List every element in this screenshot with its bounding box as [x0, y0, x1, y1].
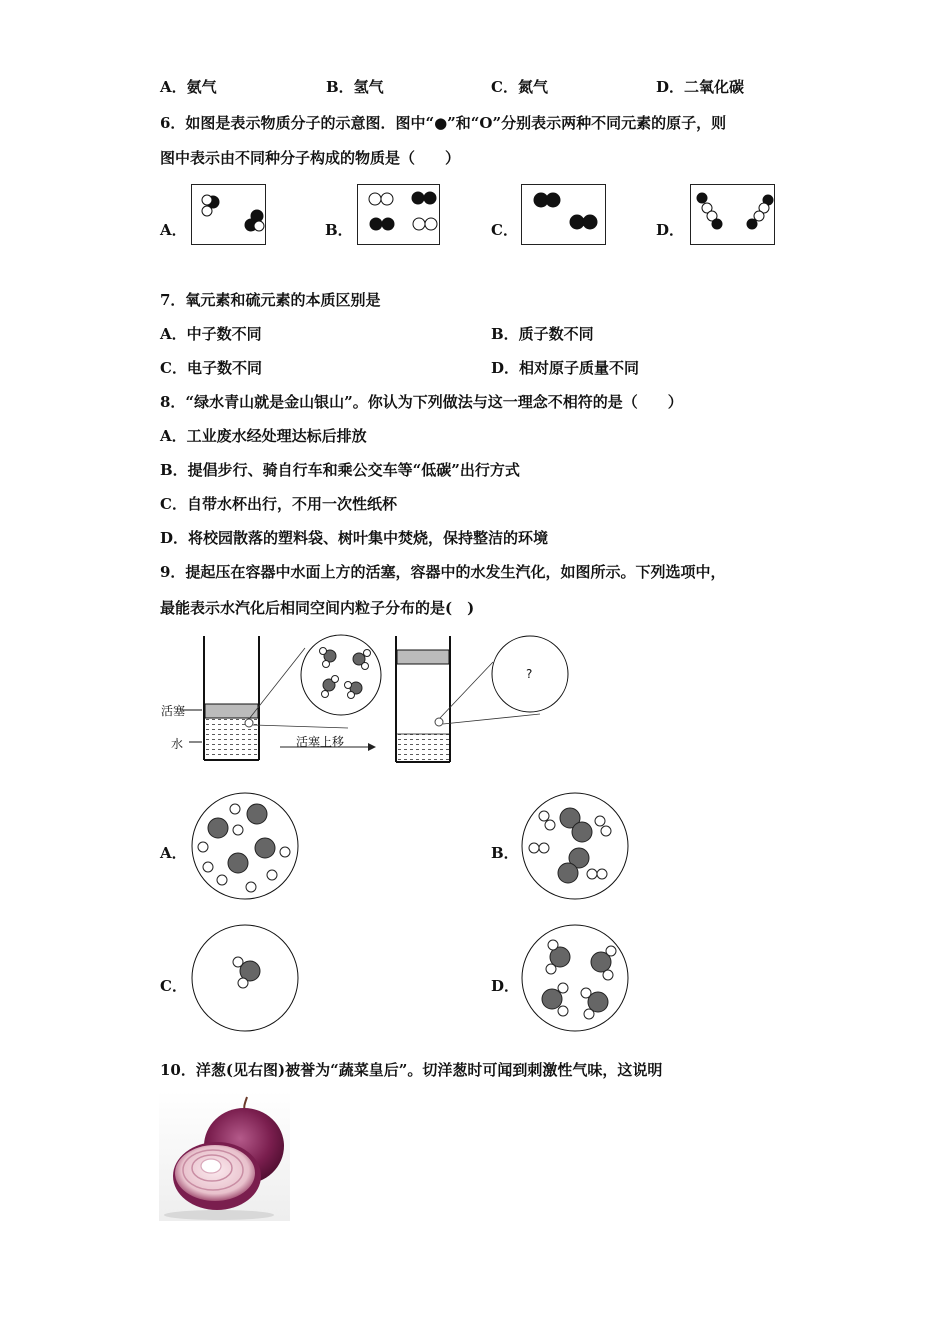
q6-figure-a: [191, 184, 267, 246]
q9-label-b: B．: [491, 844, 519, 862]
q6-label-d: D．: [656, 221, 685, 239]
q8-option-a: A．工业废水经处理达标后排放: [160, 427, 367, 445]
q7-stem: 7．氧元素和硫元素的本质区别是: [160, 291, 381, 309]
q9-option-d-figure: [520, 925, 632, 1033]
q5-option-d: D．二氧化碳: [656, 78, 745, 96]
q9-water-label: 水: [171, 737, 184, 751]
q9-label-d: D．: [491, 977, 520, 995]
q9-container-left: [204, 636, 259, 760]
q7-option-d: D．相对原子质量不同: [491, 359, 640, 377]
q9-option-b-figure: [520, 793, 632, 901]
q5-option-b: B．氢气: [326, 78, 384, 96]
q9-question-mark: ?: [526, 667, 533, 681]
q6-figure-b: [357, 184, 441, 246]
q7-option-a: A．中子数不同: [160, 325, 262, 343]
onion-image: [159, 1091, 290, 1221]
q9-option-a-figure: [190, 793, 302, 901]
q6-label-c: C．: [491, 221, 518, 239]
q8-option-d: D．将校园散落的塑料袋、树叶集中焚烧，保持整洁的环境: [160, 529, 549, 547]
q6-label-b: B．: [325, 221, 353, 239]
q9-piston-label: 活塞: [161, 704, 186, 718]
q9-zoom-circle-left: [301, 635, 381, 715]
q7-option-c: C．电子数不同: [160, 359, 262, 377]
q5-option-c: C．氮气: [491, 78, 548, 96]
q9-arrow-label: 活塞上移: [296, 735, 345, 749]
q8-stem: 8．“绿水青山就是金山银山”。你认为下列做法与这一理念不相符的是（ ）: [160, 393, 683, 411]
q6-figure-d: [690, 184, 776, 246]
q7-option-b: B．质子数不同: [491, 325, 594, 343]
q9-stem-line1: 9．提起压在容器中水面上方的活塞，容器中的水发生汽化，如图所示。下列选项中，: [160, 563, 726, 581]
q6-stem-line2: 图中表示由不同种分子构成的物质是（ ）: [160, 149, 461, 167]
q6-stem-line1: 6．如图是表示物质分子的示意图．图中“●”和“O”分别表示两种不同元素的原子，则: [160, 114, 727, 132]
q9-stem-line2: 最能表示水汽化后相同空间内粒子分布的是( ): [160, 599, 475, 617]
q6-figure-c: [521, 184, 607, 246]
q8-option-c: C．自带水杯出行，不用一次性纸杯: [160, 495, 397, 513]
q9-option-c-figure: [190, 925, 302, 1033]
q9-label-a: A．: [160, 844, 187, 862]
q9-label-c: C．: [160, 977, 187, 995]
q10-stem: 10．洋葱(见右图)被誉为“蔬菜皇后”。切洋葱时可闻到刺激性气味，这说明: [160, 1061, 663, 1079]
q9-apparatus-diagram: [158, 632, 578, 767]
q8-option-b: B．提倡步行、骑自行车和乘公交车等“低碳”出行方式: [160, 461, 520, 479]
q6-label-a: A．: [160, 221, 187, 239]
q5-option-a: A．氨气: [160, 78, 217, 96]
q9-container-right: [396, 636, 450, 762]
